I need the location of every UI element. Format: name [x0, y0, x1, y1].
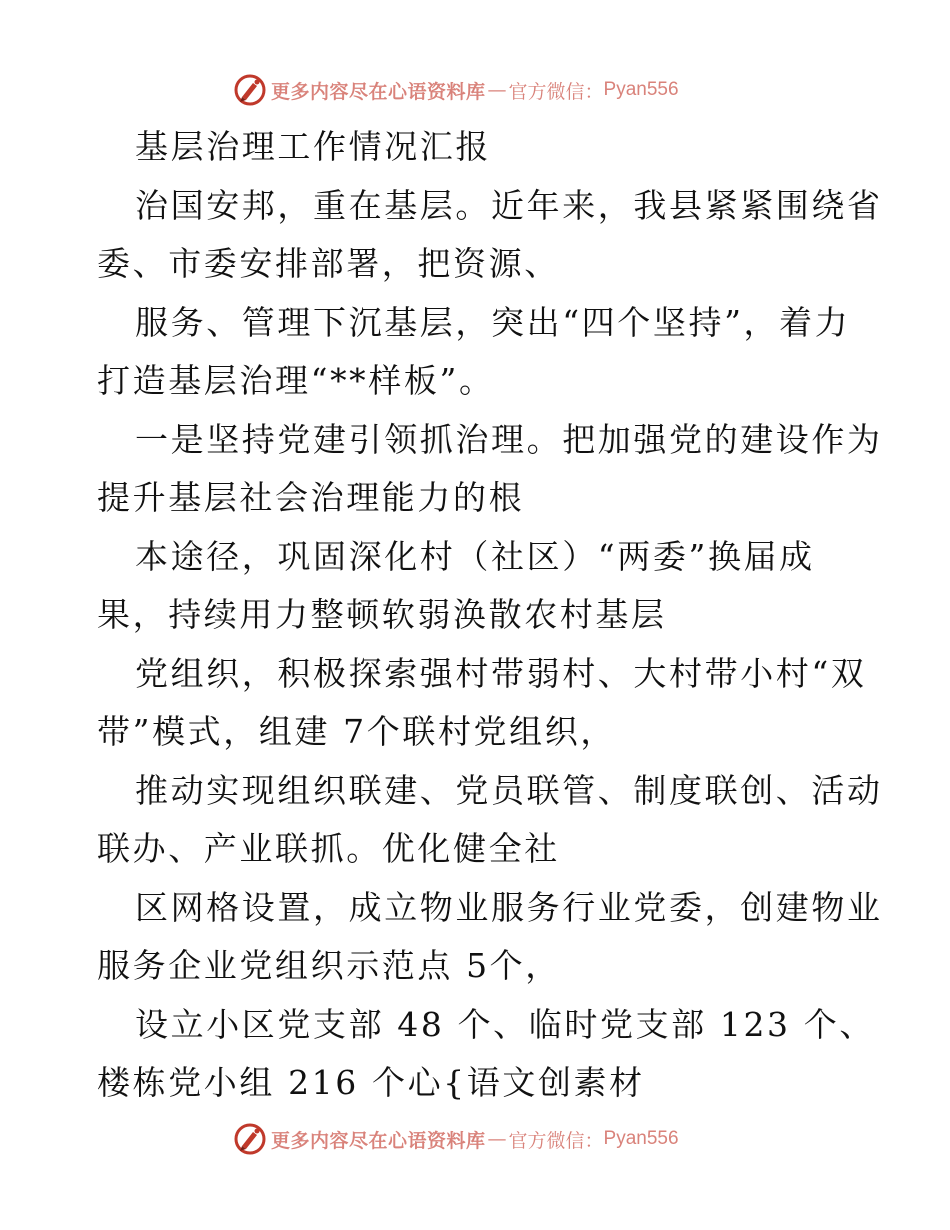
- paragraph-line: 一是坚持党建引领抓治理。把加强党的建设作为: [135, 419, 883, 459]
- paragraph-line: 服务企业党组织示范点 5个，: [97, 946, 561, 985]
- document-title: 基层治理工作情况汇报: [135, 127, 491, 166]
- paragraph-line: 提升基层社会治理能力的根: [97, 478, 525, 517]
- paragraph-line: 设立小区党支部 48 个、临时党支部 123 个、: [135, 1004, 875, 1044]
- paragraph-line: 推动实现组织联建、党员联管、制度联创、活动: [135, 770, 883, 810]
- header-watermark: [233, 70, 753, 110]
- paragraph-line: 打造基层治理“**样板”。: [97, 361, 495, 400]
- watermark-separator: —: [487, 1128, 507, 1150]
- paragraph-line: 区网格设置，成立物业服务行业党委，创建物业: [135, 887, 883, 927]
- watermark-official-label: 官方微信：: [508, 1129, 604, 1152]
- footer-watermark: [233, 1119, 753, 1159]
- watermark-official-label: 官方微信：: [508, 80, 604, 103]
- pen-logo-icon: [233, 73, 267, 107]
- paragraph-line: 带”模式，组建 7个联村党组织，: [97, 712, 616, 751]
- paragraph-line: 治国安邦，重在基层。近年来，我县紧紧围绕省: [135, 185, 883, 225]
- document-body: [97, 118, 883, 1113]
- paragraph-line: 委、市委安排部署，把资源、: [97, 244, 560, 283]
- paragraph-line: 本途径，巩固深化村（社区）“两委”换届成: [135, 536, 815, 576]
- paragraph-line: 服务、管理下沉基层，突出“四个坚持”，着力: [135, 302, 851, 342]
- paragraph-line: 楼栋党小组 216 个心{语文创素材: [97, 1063, 645, 1102]
- pen-logo-icon: [233, 1122, 267, 1156]
- watermark-separator: —: [487, 79, 507, 101]
- watermark-account-id: Pyan556: [603, 79, 679, 100]
- paragraph-line: 党组织，积极探索强村带弱村、大村带小村“双: [135, 653, 867, 693]
- watermark-account-id: Pyan556: [603, 1128, 679, 1149]
- paragraph-line: 联办、产业联抓。优化健全社: [97, 829, 560, 868]
- paragraph-line: 果，持续用力整顿软弱涣散农村基层: [97, 595, 667, 634]
- watermark-site-text: 更多内容尽在心语资料库: [271, 80, 486, 103]
- watermark-site-text: 更多内容尽在心语资料库: [271, 1129, 486, 1152]
